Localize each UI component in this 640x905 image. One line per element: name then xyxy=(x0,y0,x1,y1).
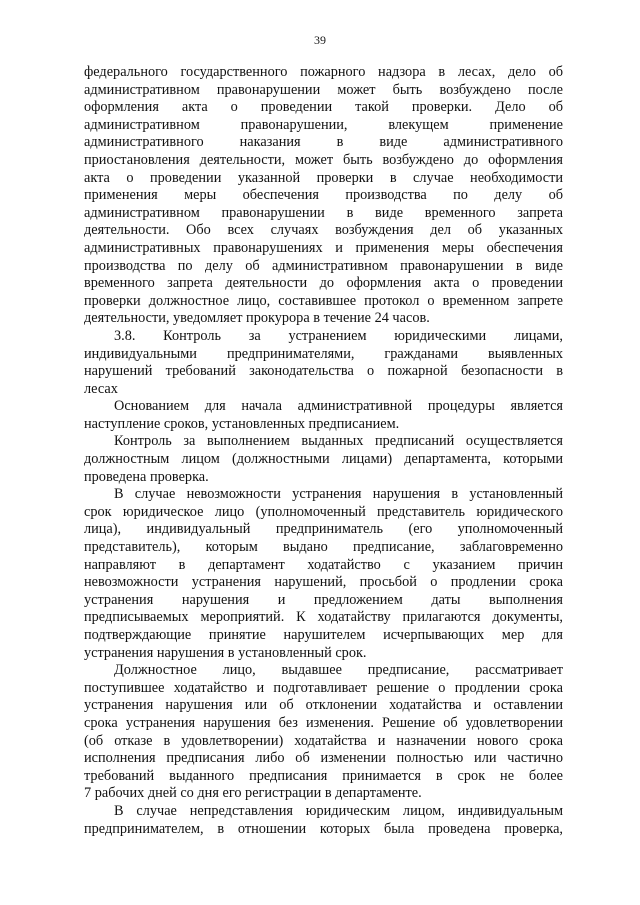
text-line: деятельности, уведомляет прокурора в течение 24 часов. xyxy=(84,310,430,327)
text-line: В случае непредставления юридическим лицом, индивидуальным xyxy=(114,802,563,819)
text-line: административном правонарушении, влекущем применение xyxy=(84,116,563,133)
text-line: устранения нарушения и предложением даты выполнения xyxy=(84,591,563,608)
text-line: приостановления деятельности, может быть возбуждено до оформления xyxy=(84,151,563,168)
text-line: направляют в департамент ходатайство с указанием причин xyxy=(84,556,563,573)
text-line: деятельности. Обо всех случаях возбуждения дел об указанных xyxy=(84,222,563,239)
text-line: Основанием для начала административной процедуры является xyxy=(114,398,563,415)
text-line: исполнения предписания либо об изменении полностью или частично xyxy=(84,750,563,767)
text-line: поступившее ходатайство и подготавливает решение о продлении срока xyxy=(84,679,563,696)
text-line: лесах xyxy=(84,380,118,397)
text-line: применения меры обеспечения производства по делу об xyxy=(84,187,563,204)
text-line: устранения нарушения или об отклонении ходатайства и оставлении xyxy=(84,697,563,714)
text-line: предписываемых мероприятий. К ходатайству прилагаются документы, xyxy=(84,609,563,626)
text-line: административных правонарушениях и применения меры обеспечения xyxy=(84,239,563,256)
text-line: В случае невозможности устранения нарушения в установленный xyxy=(114,486,563,503)
text-line: административном правонарушении в виде временного запрета xyxy=(84,204,563,221)
text-line: проведена проверка. xyxy=(84,468,209,485)
text-line: срока устранения нарушения без изменения. Решение об удовлетворении xyxy=(84,714,563,731)
text-line: нарушений требований законодательства о пожарной безопасности в xyxy=(84,363,563,380)
text-line: предпринимателем, в отношении которых была проведена проверка, xyxy=(84,820,563,837)
text-line: федерального государственного пожарного надзора в лесах, дело об xyxy=(84,64,563,80)
text-line: (об отказе в удовлетворении) ходатайства и назначении нового срока xyxy=(84,732,563,749)
text-line: должностным лицом (должностными лицами) департамента, которыми xyxy=(84,451,563,468)
text-line: подтверждающие принятие нарушителем исчерпывающих мер для xyxy=(84,627,563,643)
text-line: оформления акта о проведении такой проверки. Дело об xyxy=(84,99,563,116)
text-line: административного наказания в виде административного xyxy=(84,134,563,151)
text-line: проверки должностное лицо, составившее протокол о временном запрете xyxy=(84,292,563,309)
text-line: индивидуальными предпринимателями, гражданами выявленных xyxy=(84,345,563,362)
text-line: акта о проведении указанной проверки в случае необходимости xyxy=(84,169,563,186)
text-line: Должностное лицо, выдавшее предписание, рассматривает xyxy=(114,662,563,679)
text-line: устранения нарушения в установленный срок. xyxy=(84,644,367,661)
text-line: требований выданного предписания принимается в срок не более xyxy=(84,767,563,784)
text-line: 7 рабочих дней со дня его регистрации в департаменте. xyxy=(84,785,422,802)
text-line: административном правонарушении может быть возбуждено после xyxy=(84,81,563,98)
text-line: невозможности устранения нарушений, просьбой о продлении срока xyxy=(84,574,563,591)
text-line: производства по делу об административном правонарушении в виде xyxy=(84,257,563,274)
body-text xyxy=(84,64,563,838)
text-line: представитель), которым выдано предписание, заблаговременно xyxy=(84,539,563,556)
text-line: 3.8. Контроль за устранением юридическими лицами, xyxy=(114,327,563,344)
text-line: срок юридическое лицо (уполномоченный представитель юридического xyxy=(84,503,563,520)
text-line: Контроль за выполнением выданных предписаний осуществляется xyxy=(114,433,563,450)
text-line: лица), индивидуальный предприниматель (его уполномоченный xyxy=(84,521,563,538)
page-number: 39 xyxy=(314,33,326,47)
text-line: временного запрета деятельности до оформления акта о проведении xyxy=(84,275,563,292)
text-line: наступление сроков, установленных предписанием. xyxy=(84,415,400,432)
